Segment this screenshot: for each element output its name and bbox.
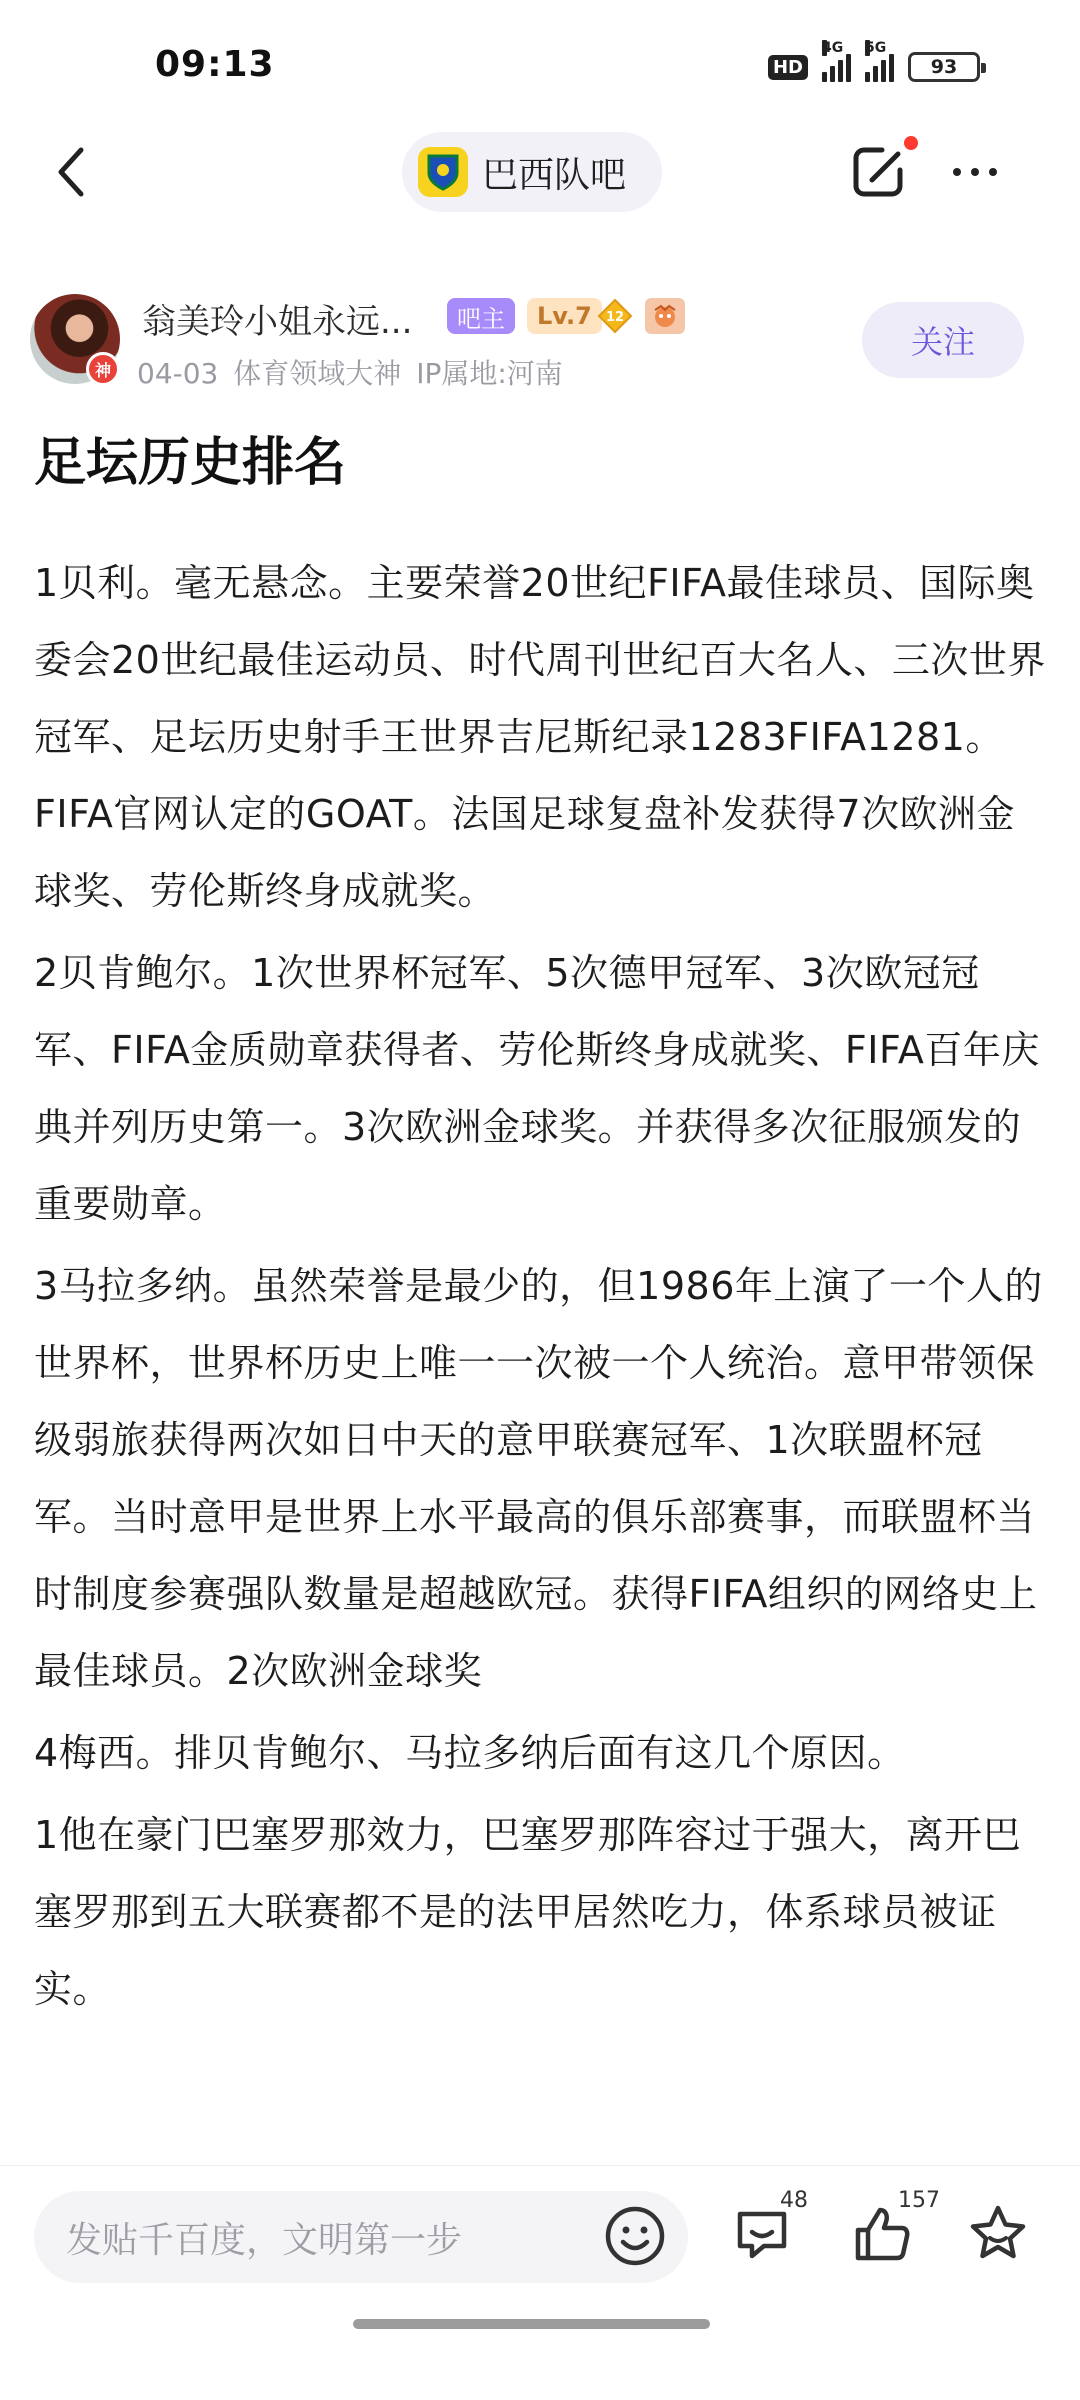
post-title: 足坛历史排名 [34, 433, 347, 493]
like-button[interactable] [850, 2188, 940, 2272]
author-title: 体育领域大神 [233, 357, 402, 390]
battery-icon [908, 52, 980, 82]
gem-icon [597, 298, 633, 334]
favorite-button[interactable] [966, 2202, 1036, 2272]
edit-icon [848, 140, 912, 204]
ip-location: IP属地:河南 [416, 357, 563, 390]
author-name[interactable]: 翁美玲小姐永远... [142, 302, 413, 342]
header [0, 120, 1080, 225]
owner-badge: 吧主 [447, 298, 515, 334]
comment-button[interactable] [730, 2188, 808, 2272]
like-count: 157 [898, 2188, 940, 2213]
post-date: 04-03 [137, 357, 219, 390]
avatar-badge: 神 [86, 352, 120, 386]
author-row [0, 290, 1080, 400]
home-indicator[interactable] [353, 2319, 710, 2329]
gem-level: 12 [605, 310, 625, 325]
hd-icon: HD [768, 55, 808, 80]
author-meta [137, 352, 563, 392]
signal-4g-icon: 4G [822, 52, 851, 82]
brazil-crest-icon [418, 147, 468, 197]
level-badge: Lv.7 [527, 298, 602, 334]
post-paragraph: 1他在豪门巴塞罗那效力，巴塞罗那阵容过于强大，离开巴塞罗那到五大联赛都不是的法甲居然吃力，体系球员被证实。 [34, 1813, 1022, 2011]
signal-5g-icon: 5G [865, 52, 894, 82]
forum-pill[interactable] [402, 132, 662, 212]
emoji-button[interactable] [600, 2201, 670, 2271]
post-paragraph: 4梅西。排贝肯鲍尔、马拉多纳后面有这几个原因。 [34, 1731, 906, 1775]
more-icon [953, 168, 961, 176]
edit-button[interactable] [848, 140, 912, 204]
status-time: 09:13 [155, 44, 275, 85]
status-bar [0, 0, 1080, 120]
emoji-icon [600, 2201, 670, 2271]
bottom-bar [0, 2165, 1080, 2400]
follow-button[interactable]: 关注 [862, 302, 1024, 378]
forum-name: 巴西队吧 [482, 154, 627, 196]
post-body [34, 545, 1046, 2033]
more-button[interactable] [940, 140, 1010, 204]
battery-level: 93 [930, 56, 958, 78]
comment-input[interactable]: 发贴千百度，文明第一步 [34, 2191, 688, 2283]
notification-dot [904, 136, 918, 150]
status-icons [768, 40, 980, 82]
comment-count: 48 [780, 2188, 808, 2213]
post-paragraph: 1贝利。毫无悬念。主要荣誉20世纪FIFA最佳球员、国际奥委会20世纪最佳运动员、时代周刊世纪百大名人、三次世界冠军、足坛历史射手王世界吉尼斯纪录1283FIFA1281。FIFA官网认定的GOAT。法国足球复盘补发获得7次欧洲金球奖、劳伦斯终身成就奖。 [34, 561, 1046, 913]
post-paragraph: 3马拉多纳。虽然荣誉是最少的，但1986年上演了一个人的世界杯，世界杯历史上唯一一次被一个人统治。意甲带领保级弱旅获得两次如日中天的意甲联赛冠军、1次联盟杯冠军。当时意甲是世界上水平最高的俱乐部赛事，而联盟杯当时制度参赛强队数量是超越欧冠。获得FIFA组织的网络史上最佳球员。2次欧洲金球奖 [34, 1264, 1043, 1693]
star-icon [966, 2202, 1030, 2266]
back-arrow-icon [53, 146, 87, 198]
back-button[interactable] [40, 142, 100, 202]
fan-badge-icon [645, 298, 685, 334]
post-paragraph: 2贝肯鲍尔。1次世界杯冠军、5次德甲冠军、3次欧冠冠军、FIFA金质勋章获得者、劳伦斯终身成就奖、FIFA百年庆典并列历史第一。3次欧洲金球奖。并获得多次征服颁发的重要勋章。 [34, 951, 1040, 1226]
